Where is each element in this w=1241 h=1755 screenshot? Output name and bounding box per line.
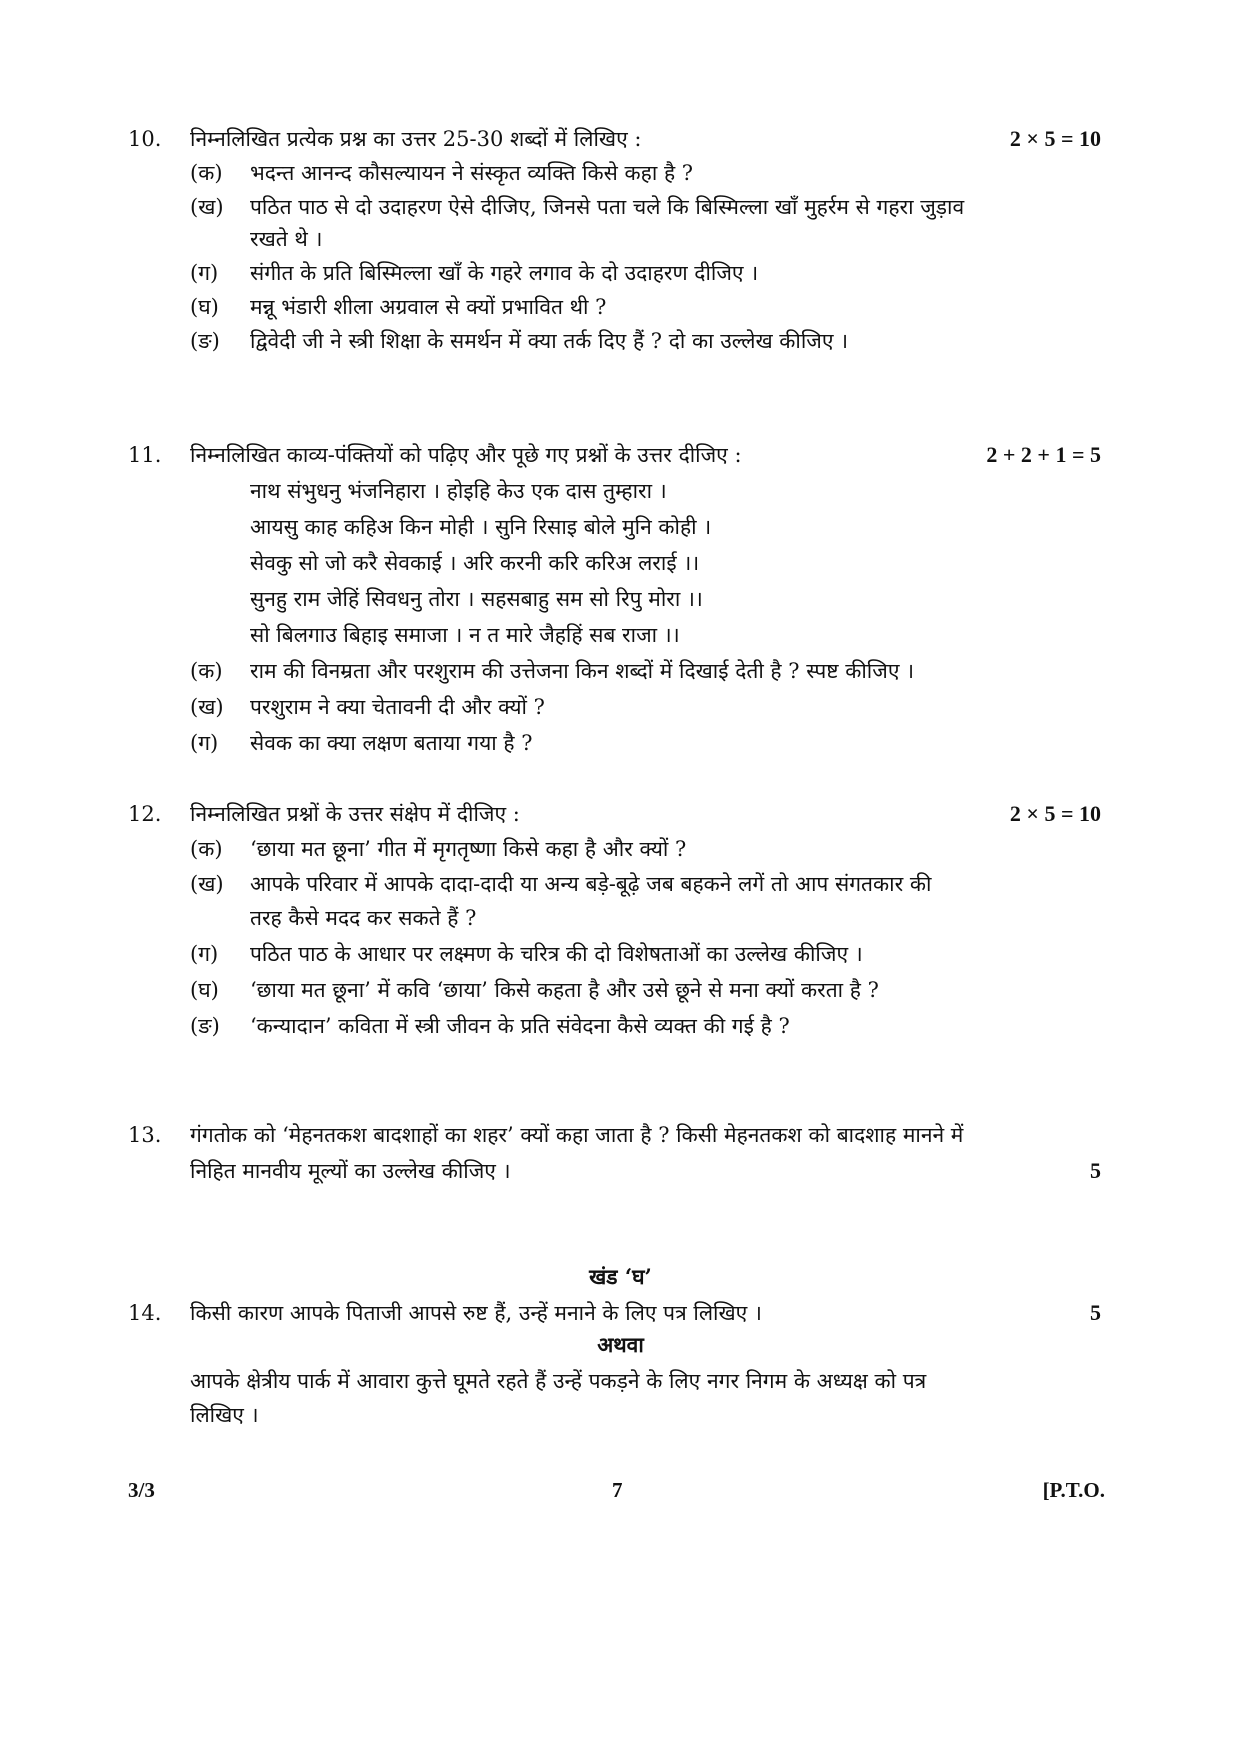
sub-question-label: (ग): [190, 731, 219, 755]
sub-question-text-continued: रखते थे ।: [250, 227, 323, 251]
question-text: गंगतोक को ‘मेहनतकश बादशाहों का शहर’ क्यों कहा जाता है ? किसी मेहनतकश को बादशाह मानने में: [190, 1123, 964, 1147]
question-prompt: निम्नलिखित प्रत्येक प्रश्न का उत्तर 25-30 शब्दों में लिखिए :: [190, 127, 642, 151]
sub-question-text: सेवक का क्या लक्षण बताया गया है ?: [250, 731, 533, 755]
sub-question-text: ‘छाया मत छूना’ गीत में मृगतृष्णा किसे कहा है और क्यों ?: [250, 837, 687, 861]
question-marks: 2 × 5 = 10: [1009, 126, 1101, 151]
alternative-question-text: आपके क्षेत्रीय पार्क में आवारा कुत्ते घूमते रहते हैं उन्हें पकड़ने के लिए नगर निगम के अध्यक्ष को पत्र: [190, 1369, 927, 1393]
question-marks: 2 + 2 + 1 = 5: [986, 442, 1101, 467]
sub-question-text: ‘छाया मत छूना’ में कवि ‘छाया’ किसे कहता है और उसे छूने से मना क्यों करता है ?: [250, 978, 879, 1002]
sub-question-text: पठित पाठ से दो उदाहरण ऐसे दीजिए, जिनसे पता चले कि बिस्मिल्ला खाँ मुहर्रम से गहरा जुड़ाव: [250, 195, 965, 219]
page-number: 7: [612, 1478, 623, 1502]
question-number: 14.: [128, 1301, 162, 1325]
alternative-question-text-continued: लिखिए ।: [190, 1403, 259, 1427]
question-text: किसी कारण आपके पिताजी आपसे रुष्ट हैं, उन्हें मनाने के लिए पत्र लिखिए ।: [190, 1301, 762, 1325]
question-text-continued: निहित मानवीय मूल्यों का उल्लेख कीजिए ।: [190, 1159, 511, 1183]
sub-question-text: भदन्त आनन्द कौसल्यायन ने संस्कृत व्यक्ति किसे कहा है ?: [250, 161, 694, 185]
sub-question-label: (क): [190, 659, 223, 683]
sub-question-text: ‘कन्यादान’ कविता में स्त्री जीवन के प्रति संवेदना कैसे व्यक्त की गई है ?: [250, 1014, 790, 1038]
sub-question-label: (ग): [190, 942, 219, 966]
section-heading: खंड ‘घ’: [589, 1264, 652, 1289]
sub-question-label: (क): [190, 837, 223, 861]
question-number: 10.: [128, 127, 162, 151]
sub-question-label: (ख): [190, 195, 224, 219]
sub-question-text: संगीत के प्रति बिस्मिल्ला खाँ के गहरे लगाव के दो उदाहरण दीजिए ।: [250, 261, 759, 285]
poem-line: सेवकु सो जो करै सेवकाई । अरि करनी करि करिअ लराई ।।: [250, 551, 700, 575]
paper-code: 3/3: [128, 1478, 155, 1502]
question-prompt: निम्नलिखित काव्य-पंक्तियों को पढ़िए और पूछे गए प्रश्नों के उत्तर दीजिए :: [190, 443, 742, 467]
question-number: 11.: [128, 443, 162, 467]
question-prompt: निम्नलिखित प्रश्नों के उत्तर संक्षेप में दीजिए :: [190, 802, 520, 826]
poem-line: आयसु काह कहिअ किन मोही । सुनि रिसाइ बोले मुनि कोही ।: [250, 515, 712, 539]
question-marks: 2 × 5 = 10: [1009, 801, 1101, 826]
sub-question-label: (घ): [190, 978, 219, 1002]
sub-question-text: राम की विनम्रता और परशुराम की उत्तेजना किन शब्दों में दिखाई देती है ? स्पष्ट कीजिए ।: [250, 659, 915, 683]
sub-question-label: (ङ): [190, 329, 220, 353]
pto-note: [P.T.O.: [1042, 1478, 1105, 1502]
sub-question-label: (ग): [190, 261, 219, 285]
sub-question-text: द्विवेदी जी ने स्त्री शिक्षा के समर्थन में क्या तर्क दिए हैं ? दो का उल्लेख कीजिए ।: [250, 329, 849, 353]
sub-question-label: (ख): [190, 695, 224, 719]
poem-line: नाथ संभुधनु भंजनिहारा । होइहि केउ एक दास तुम्हारा ।: [250, 479, 667, 503]
sub-question-label: (ङ): [190, 1014, 220, 1038]
sub-question-label: (घ): [190, 295, 219, 319]
sub-question-text: आपके परिवार में आपके दादा-दादी या अन्य बड़े-बूढ़े जब बहकने लगें तो आप संगतकार की: [250, 872, 932, 896]
sub-question-label: (ख): [190, 872, 224, 896]
sub-question-text-continued: तरह कैसे मदद कर सकते हैं ?: [250, 906, 477, 930]
sub-question-text: पठित पाठ के आधार पर लक्ष्मण के चरित्र की दो विशेषताओं का उल्लेख कीजिए ।: [250, 942, 863, 966]
or-separator: अथवा: [597, 1332, 644, 1357]
question-marks: 5: [1090, 1300, 1101, 1325]
sub-question-text: मन्नू भंडारी शीला अग्रवाल से क्यों प्रभावित थी ?: [250, 295, 607, 319]
poem-line: सो बिलगाउ बिहाइ समाजा । न त मारे जैहहिं सब राजा ।।: [250, 623, 680, 647]
question-number: 13.: [128, 1123, 162, 1147]
sub-question-text: परशुराम ने क्या चेतावनी दी और क्यों ?: [250, 695, 545, 719]
sub-question-label: (क): [190, 161, 223, 185]
question-marks: 5: [1090, 1158, 1101, 1183]
poem-line: सुनहु राम जेहिं सिवधनु तोरा । सहसबाहु सम सो रिपु मोरा ।।: [250, 587, 703, 611]
question-number: 12.: [128, 802, 162, 826]
